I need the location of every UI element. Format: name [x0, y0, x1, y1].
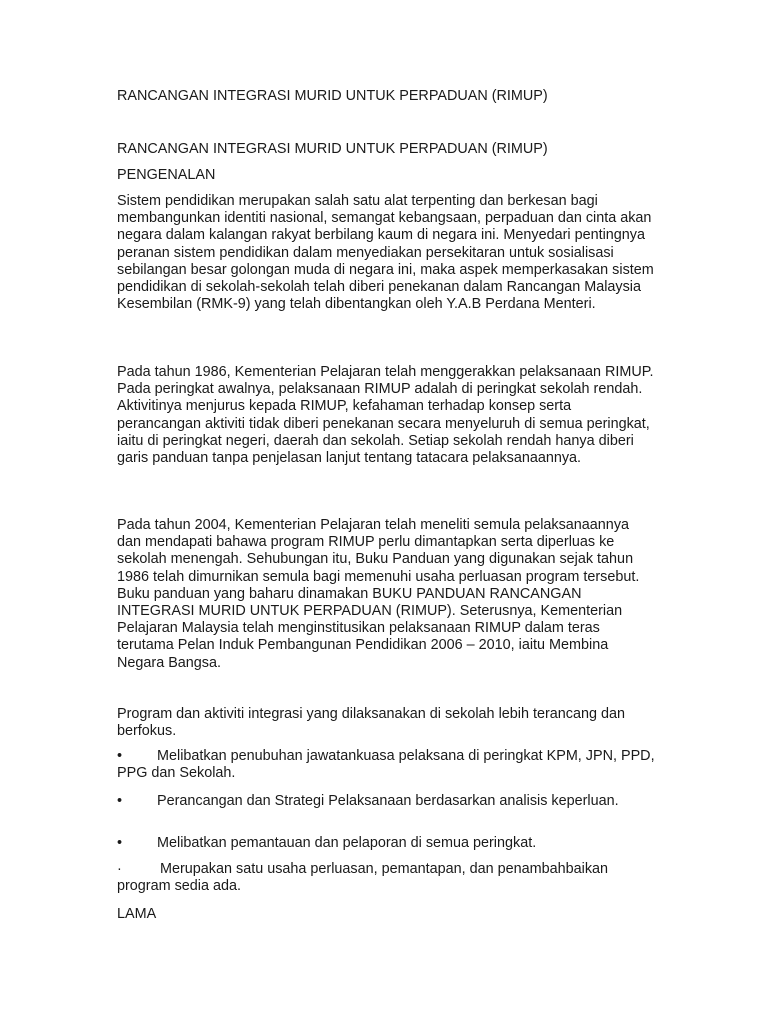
list-item [117, 835, 662, 852]
document-title: RANCANGAN INTEGRASI MURID UNTUK PERPADUAN (RIMUP) [117, 88, 548, 104]
paragraph-program: Program dan aktiviti integrasi yang dilaksanakan di sekolah lebih terancang dan berfokus. [117, 706, 625, 740]
list-item [117, 861, 662, 895]
bullet-icon: • [117, 748, 123, 764]
list-item-text: Melibatkan penubuhan jawatankuasa pelaksana di peringkat KPM, JPN, PPD, PPG dan Sekolah. [117, 748, 655, 782]
list-item-text: Perancangan dan Strategi Pelaksanaan berdasarkan analisis keperluan. [157, 793, 619, 809]
list-item-text: Merupakan satu usaha perluasan, pemantapan, dan penambahbaikan program sedia ada. [117, 861, 609, 895]
section-heading: PENGENALAN [117, 167, 216, 183]
paragraph-2004: Pada tahun 2004, Kementerian Pelajaran telah meneliti semula pelaksanaannya dan mendapati bahawa program RIMUP perlu dimantapkan serta diperluas ke sekolah menengah. Sehubungan itu, Buku Panduan yang digunakan sejak tahun 1986 telah dimurnikan semula bagi memenuhi usaha perluasan program tersebut. Buku panduan yang baharu dinamakan BUKU PANDUAN RANCANGAN INTEGRASI MURID UNTUK PERPADUAN (RIMUP). Seterusnya, Kementerian Pelajaran Malaysia telah menginstitusikan pelaksanaan RIMUP dalam teras terutama Pelan Induk Pembangunan Pendidikan 2006 – 2010, iaitu Membina Negara Bangsa. [117, 517, 640, 671]
list-item [117, 748, 662, 782]
list-item [117, 793, 662, 810]
paragraph-1986: Pada tahun 1986, Kementerian Pelajaran telah menggerakkan pelaksanaan RIMUP. Pada peringkat awalnya, pelaksanaan RIMUP adalah di peringkat sekolah rendah. Aktivitinya menjurus kepada RIMUP, kefahaman terhadap konsep serta perancangan aktiviti tidak diberi penekanan secara menyeluruh di semua peringkat, iaitu di peringkat negeri, daerah dan sekolah. Setiap sekolah rendah hanya diberi garis panduan tanpa penjelasan lanjut tentang tatacara pelaksanaannya. [117, 364, 654, 467]
bullet-icon: · [117, 861, 122, 877]
closing-word: LAMA [117, 906, 157, 922]
bullet-icon: • [117, 793, 123, 809]
paragraph-intro: Sistem pendidikan merupakan salah satu alat terpenting dan berkesan bagi membangunkan identiti nasional, semangat kebangsaan, perpaduan dan cinta akan negara dalam kalangan rakyat berbilang kaum di negara ini. Menyedari pentingnya peranan sistem pendidikan dalam menyediakan persekitaran untuk sosialisasi sebilangan besar golongan muda di negara ini, maka aspek memperkasakan sistem pendidikan di sekolah-sekolah telah diberi penekanan dalam Rancangan Malaysia Kesembilan (RMK-9) yang telah dibentangkan oleh Y.A.B Perdana Menteri. [117, 193, 654, 313]
document-subtitle: RANCANGAN INTEGRASI MURID UNTUK PERPADUAN (RIMUP) [117, 141, 548, 157]
list-item-text: Melibatkan pemantauan dan pelaporan di semua peringkat. [157, 835, 537, 851]
bullet-icon: • [117, 835, 123, 851]
